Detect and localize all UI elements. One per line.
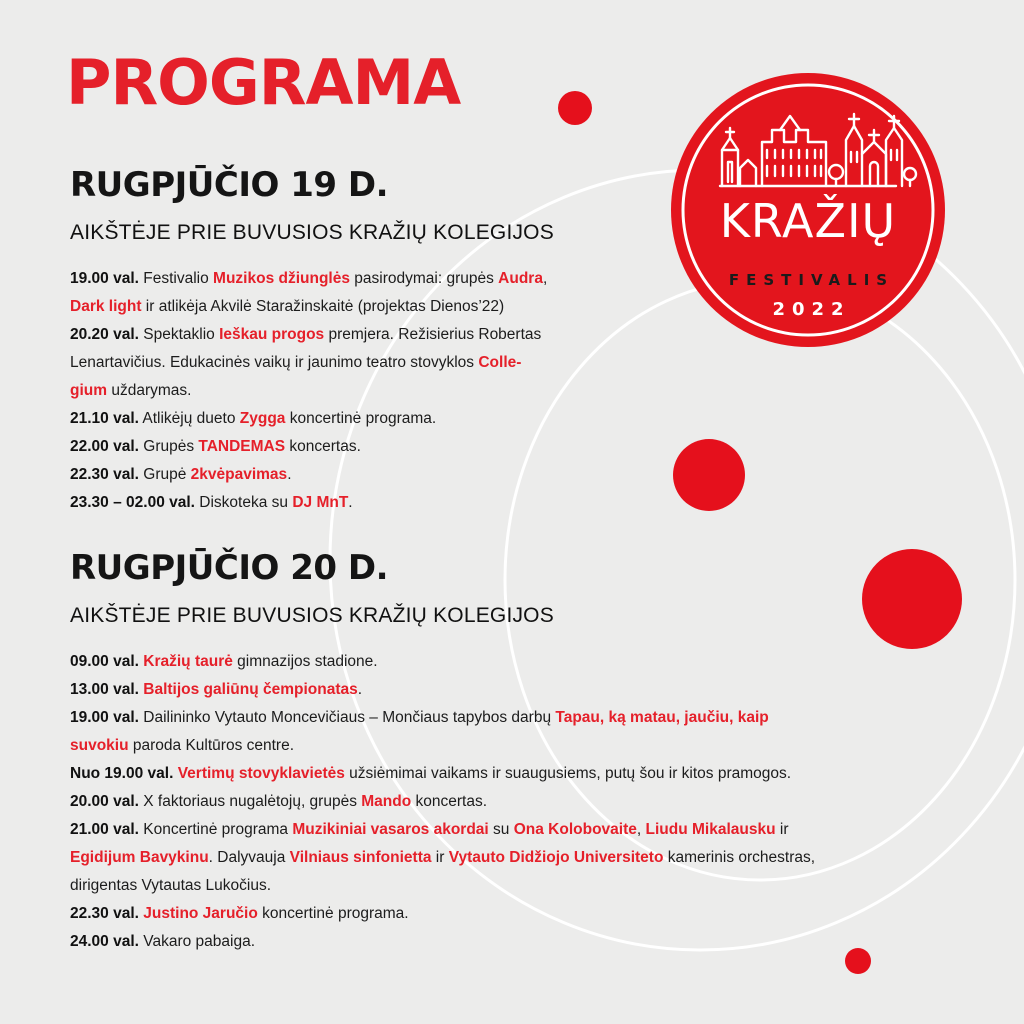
event-highlight: gium	[70, 382, 108, 399]
event-text: užsiėmimai vaikams ir suaugusiems, putų šou ir kitos pramogos.	[344, 765, 792, 782]
schedule-item	[70, 405, 960, 433]
schedule-item	[70, 704, 960, 760]
schedule-item	[70, 900, 960, 928]
event-highlight: Vilniaus sinfonietta	[289, 849, 432, 866]
event-text: Dailininko Vytauto Moncevičiaus – Mončiaus tapybos darbų	[138, 709, 556, 726]
event-highlight: Dark light	[70, 298, 142, 315]
event-time: 22.30 val.	[70, 905, 139, 922]
event-text: paroda Kultūros centre.	[128, 737, 295, 754]
event-text: .	[287, 466, 292, 483]
event-text: Diskoteka su	[194, 494, 293, 511]
event-text: ir atlikėja Akvilė Staražinskaitė (projektas Dienos’22)	[141, 298, 505, 315]
event-highlight: TANDEMAS	[198, 438, 286, 455]
event-time: 23.30 – 02.00 val.	[70, 494, 195, 511]
event-text: .	[357, 681, 363, 698]
event-text: koncertas.	[285, 438, 361, 455]
event-highlight: Baltijos galiūnų čempionatas	[143, 681, 358, 698]
event-highlight: DJ MnT	[292, 494, 349, 511]
event-highlight: Ona Kolobovaite	[513, 821, 637, 838]
event-time: 13.00 val.	[70, 681, 139, 698]
event-highlight: Justino Jaručio	[143, 905, 258, 922]
event-time: 24.00 val.	[70, 933, 139, 950]
schedule-item	[70, 928, 960, 956]
event-text: Lenartavičius. Edukacinės vaikų ir jaunimo teatro stovyklos	[70, 354, 479, 371]
event-highlight: suvokiu	[70, 737, 129, 754]
event-text: X faktoriaus nugalėtojų, grupės	[138, 793, 362, 810]
event-time: 09.00 val.	[70, 653, 139, 670]
event-text: kamerinis orchestras,	[663, 849, 816, 866]
event-highlight: Kražių taurė	[143, 653, 233, 670]
logo-year: 2022	[772, 299, 851, 320]
event-highlight: Vertimų stovyklavietės	[177, 765, 345, 782]
deco-dot	[558, 91, 592, 125]
schedule-item	[70, 676, 960, 704]
event-highlight: Audra	[498, 270, 543, 287]
event-highlight: Liudu Mikalausku	[645, 821, 776, 838]
event-text: ,	[542, 270, 548, 287]
schedule-item	[70, 648, 960, 676]
schedule-item	[70, 788, 960, 816]
event-highlight: Muzikos džiunglės	[213, 270, 350, 287]
event-text: koncertas.	[411, 793, 488, 810]
schedule-list	[70, 265, 960, 517]
event-text: su	[488, 821, 514, 838]
event-text: premjera. Režisierius Robertas	[324, 326, 542, 343]
event-highlight: Ieškau progos	[219, 326, 325, 343]
event-highlight: Tapau, ką matau, jaučiu, kaip	[555, 709, 769, 726]
schedule-list	[70, 648, 960, 956]
event-time: 20.20 val.	[70, 326, 139, 343]
event-time: 19.00 val.	[70, 709, 139, 726]
venue-label: AIKŠTĖJE PRIE BUVUSIOS KRAŽIŲ KOLEGIJOS	[70, 604, 554, 627]
venue-label: AIKŠTĖJE PRIE BUVUSIOS KRAŽIŲ KOLEGIJOS	[70, 221, 554, 244]
event-text: pasirodymai: grupės	[349, 270, 499, 287]
event-time: 21.10 val.	[70, 410, 139, 427]
day-section-20	[70, 548, 960, 956]
page-title: PROGRAMA	[66, 46, 461, 119]
event-text: Grupės	[138, 438, 199, 455]
event-highlight: Muzikiniai vasaros akordai	[292, 821, 489, 838]
event-time: 19.00 val.	[70, 270, 139, 287]
event-text: Grupė	[138, 466, 191, 483]
schedule-item	[70, 489, 960, 517]
event-text: .	[348, 494, 353, 511]
event-text: ir	[775, 821, 789, 838]
event-highlight: Egidijum Bavykinu	[70, 849, 209, 866]
event-highlight: Zygga	[239, 410, 286, 427]
event-text: Koncertinė programa	[138, 821, 293, 838]
event-time: Nuo 19.00 val.	[70, 765, 174, 782]
logo-subtitle: FESTIVALIS	[728, 271, 895, 289]
event-text: dirigentas Vytautas Lukočius.	[70, 877, 272, 894]
event-text: uždarymas.	[107, 382, 192, 399]
event-highlight: Colle-	[478, 354, 522, 371]
day-heading: RUGPJŪČIO 19 D.	[70, 165, 389, 205]
schedule-item	[70, 433, 960, 461]
day-heading: RUGPJŪČIO 20 D.	[70, 548, 389, 588]
event-time: 22.30 val.	[70, 466, 139, 483]
logo-name: KRAŽIŲ	[719, 194, 897, 248]
event-text: ir	[431, 849, 449, 866]
schedule-item	[70, 816, 960, 900]
event-highlight: Vytauto Didžiojo Universiteto	[448, 849, 664, 866]
event-text: . Dalyvauja	[208, 849, 290, 866]
event-text: ,	[636, 821, 646, 838]
event-text: koncertinė programa.	[285, 410, 437, 427]
event-text: Atlikėjų dueto	[138, 410, 240, 427]
day-section-19	[70, 165, 960, 517]
event-text: Festivalio	[138, 270, 214, 287]
event-text: koncertinė programa.	[257, 905, 409, 922]
event-text: Spektaklio	[138, 326, 220, 343]
schedule-item	[70, 265, 960, 321]
event-text: gimnazijos stadione.	[232, 653, 378, 670]
schedule-item	[70, 760, 960, 788]
event-highlight: Mando	[361, 793, 412, 810]
event-time: 21.00 val.	[70, 821, 139, 838]
schedule-item	[70, 321, 960, 405]
event-highlight: 2kvėpavimas	[190, 466, 288, 483]
event-text: Vakaro pabaiga.	[138, 933, 255, 950]
schedule-item	[70, 461, 960, 489]
event-time: 22.00 val.	[70, 438, 139, 455]
event-time: 20.00 val.	[70, 793, 139, 810]
